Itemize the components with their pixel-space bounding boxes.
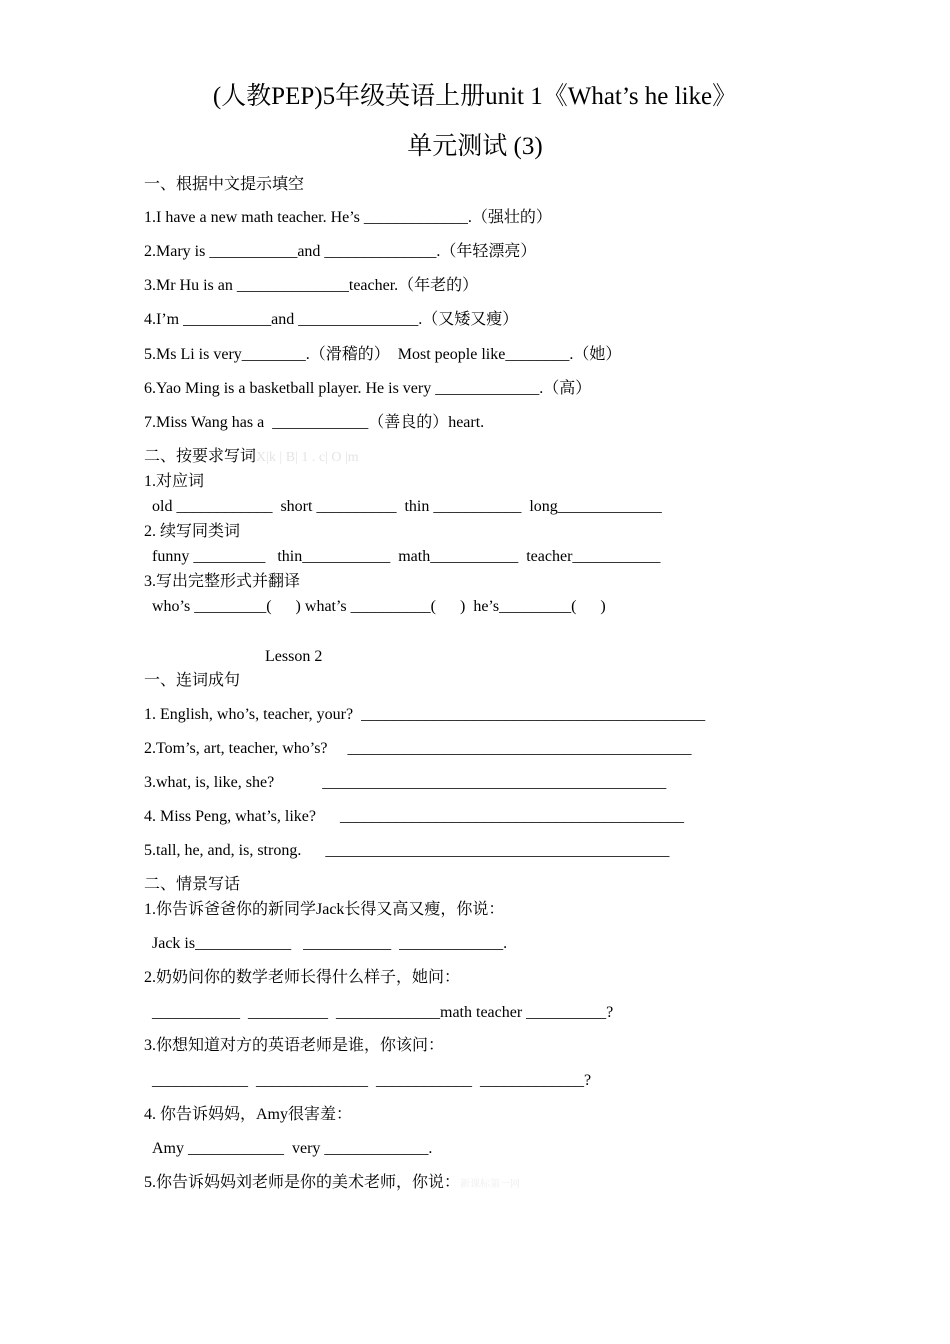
part1-item-6: 6.Yao Ming is a basketball player. He is very _____________.（高） bbox=[144, 380, 592, 397]
part1-heading: 一、根据中文提示填空 bbox=[144, 176, 305, 193]
part1-item-2: 2.Mary is ___________and ______________.（年轻漂亮） bbox=[144, 243, 537, 260]
watermark-text: X|k | B| 1 . c| O |m bbox=[256, 450, 359, 465]
part2-sub2-line: funny _________ thin___________ math___________ teacher___________ bbox=[152, 548, 661, 565]
sentence-item-3: 3.what, is, like, she? ___________________________________________ bbox=[144, 774, 667, 791]
part2-sub2-label: 2. 续写同类词 bbox=[144, 523, 241, 540]
scenario-prompt-5: 5.你告诉妈妈刘老师是你的美术老师，你说： bbox=[144, 1174, 461, 1191]
scenario-prompt-5-row bbox=[144, 1173, 520, 1195]
part2-sub3-line: who’s _________( ) what’s __________( ) he’s_________( ) bbox=[152, 598, 606, 615]
scenario-answer-2: ___________ __________ _____________math teacher __________? bbox=[152, 1004, 614, 1021]
scenario-prompt-2: 2.奶奶问你的数学老师长得什么样子，她问： bbox=[144, 969, 461, 986]
part2-heading-row bbox=[144, 447, 359, 468]
part1-item-3: 3.Mr Hu is an ______________teacher.（年老的） bbox=[144, 277, 479, 294]
part2-sub1-label: 1.对应词 bbox=[144, 473, 205, 490]
part1-item-1: 1.I have a new math teacher. He’s _____________.（强壮的） bbox=[144, 209, 552, 226]
title-line-1: (人教PEP)5年级英语上册unit 1《What’s he like》 bbox=[212, 83, 738, 110]
part2-heading: 二、按要求写词 bbox=[144, 448, 257, 465]
watermark-text-2: 新课标第一网 bbox=[460, 1179, 521, 1190]
lesson2-label: Lesson 2 bbox=[265, 648, 323, 665]
part1-item-7: 7.Miss Wang has a ____________（善良的）heart. bbox=[144, 414, 485, 431]
part2-sub3-label: 3.写出完整形式并翻译 bbox=[144, 573, 301, 590]
scenario-answer-1: Jack is____________ ___________ _____________. bbox=[152, 935, 508, 952]
sentence-item-4: 4. Miss Peng, what’s, like? ___________________________________________ bbox=[144, 808, 684, 825]
part1-item-5: 5.Ms Li is very________.（滑稽的） Most people like________.（她） bbox=[144, 346, 622, 363]
scenario-answer-3: ____________ ______________ ____________ _____________? bbox=[152, 1072, 592, 1089]
sentence-item-5: 5.tall, he, and, is, strong. ___________________________________________ bbox=[144, 842, 670, 859]
lesson2-partB-heading: 二、情景写话 bbox=[144, 876, 241, 893]
scenario-prompt-3: 3.你想知道对方的英语老师是谁，你该问： bbox=[144, 1037, 445, 1054]
scenario-prompt-1: 1.你告诉爸爸你的新同学Jack长得又高又瘦，你说： bbox=[144, 901, 505, 918]
sentence-item-2: 2.Tom’s, art, teacher, who’s? ___________________________________________ bbox=[144, 740, 692, 757]
title-line-2: 单元测试 (3) bbox=[407, 133, 543, 160]
sentence-item-1: 1. English, who’s, teacher, your? ___________________________________________ bbox=[144, 706, 706, 723]
scenario-prompt-4: 4. 你告诉妈妈，Amy很害羞： bbox=[144, 1106, 353, 1123]
scenario-answer-4: Amy ____________ very _____________. bbox=[152, 1140, 433, 1157]
part2-sub1-line: old ____________ short __________ thin ___________ long_____________ bbox=[152, 498, 662, 515]
lesson2-partA-heading: 一、连词成句 bbox=[144, 672, 241, 689]
part1-item-4: 4.I’m ___________and _______________.（又矮又瘦） bbox=[144, 311, 519, 328]
